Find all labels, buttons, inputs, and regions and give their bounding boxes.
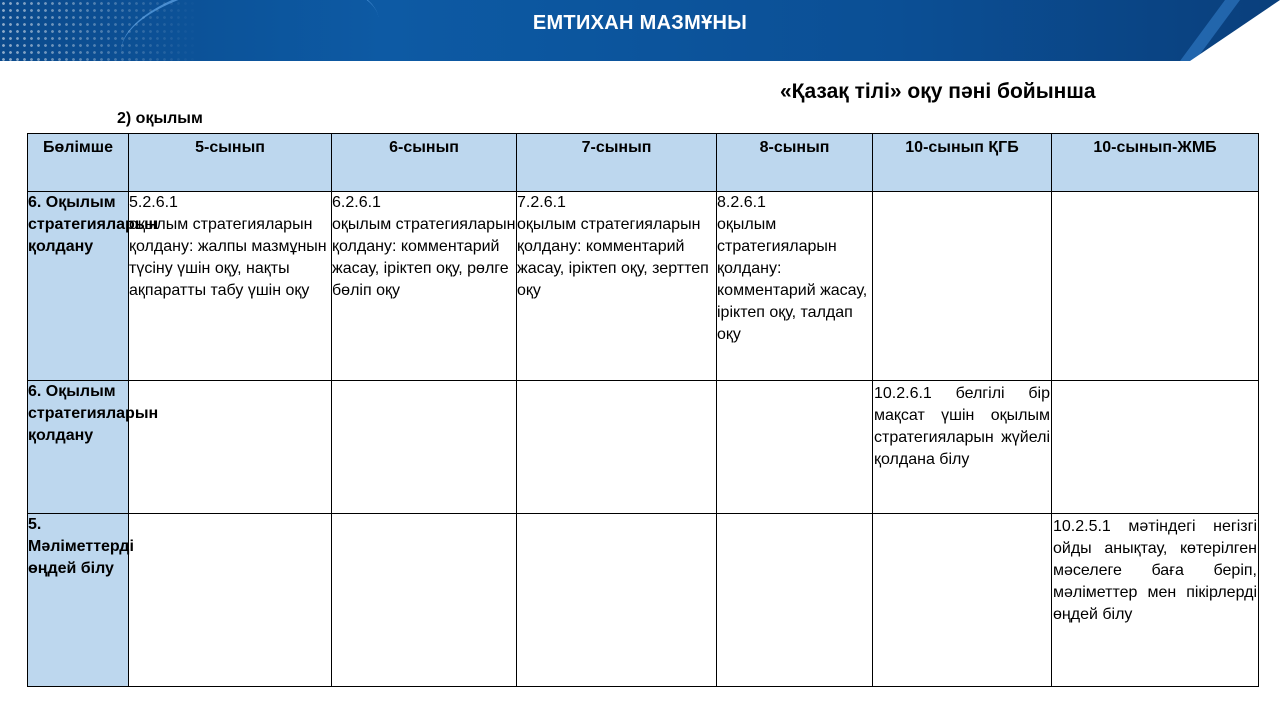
- table-cell: 10.2.6.1 белгілі бір мақсат үшін оқылым стратегияларын жүйелі қолдана білу: [873, 381, 1052, 514]
- table-cell: [129, 381, 332, 514]
- table-cell: [332, 192, 517, 381]
- objective-code: 8.2.6.1: [717, 194, 766, 211]
- objective-text: оқылым стратегияларын қолдану: комментарий жасау, іріктеп оқу, талдап оқу: [717, 216, 868, 343]
- column-header-grade-5: 5-сынып: [129, 134, 332, 192]
- objective-code: 7.2.6.1: [517, 194, 566, 211]
- column-header-grade-10-kgb: 10-сынып ҚГБ: [873, 134, 1052, 192]
- table-cell: 10.2.5.1 мәтіндегі негізгі ойды анықтау, көтерілген мәселеге баға беріп, мәліметтер мен пікірлерді өңдей білу: [1052, 514, 1259, 687]
- table-cell: [517, 514, 717, 687]
- exam-content-table: [27, 133, 1259, 687]
- page-title: ЕМТИХАН МАЗМҰНЫ: [532, 12, 748, 34]
- subject-title: «Қазақ тілі» оқу пәні бойынша: [780, 80, 1096, 103]
- table-cell: [332, 381, 517, 514]
- table-row: [28, 514, 1259, 687]
- subsection-title: 2) оқылым: [117, 110, 203, 127]
- table-cell: [332, 514, 517, 687]
- objective-text: оқылым стратегияларын қолдану: комментарий жасау, іріктеп оқу, зерттеп оқу: [517, 216, 709, 299]
- table-header-row: [28, 134, 1259, 192]
- table-cell: [517, 381, 717, 514]
- table-cell: [1052, 192, 1259, 381]
- table-cell: [717, 514, 873, 687]
- column-header-grade-7: 7-сынып: [517, 134, 717, 192]
- column-header-grade-8: 8-сынып: [717, 134, 873, 192]
- column-header-section: Бөлімше: [28, 134, 129, 192]
- section-cell: 6. Оқылым стратегияларын қолдану: [28, 192, 129, 381]
- objective-code: 6.2.6.1: [332, 194, 381, 211]
- table-cell: [873, 192, 1052, 381]
- table-row: [28, 381, 1259, 514]
- table-cell: [717, 381, 873, 514]
- table-cell: [517, 192, 717, 381]
- table-cell: [1052, 381, 1259, 514]
- table-cell: [129, 192, 332, 381]
- table-cell: [873, 514, 1052, 687]
- section-cell: 6. Оқылым стратегияларын қолдану: [28, 381, 129, 514]
- objective-text: оқылым стратегияларын қолдану: жалпы мазмұнын түсіну үшін оқу, нақты ақпаратты табу үшін оқу: [129, 216, 327, 299]
- column-header-grade-10-zhmb: 10-сынып-ЖМБ: [1052, 134, 1259, 192]
- table-cell: [717, 192, 873, 381]
- header-banner: [0, 0, 1280, 61]
- table-row: [28, 192, 1259, 381]
- objective-text: оқылым стратегияларын қолдану: комментарий жасау, іріктеп оқу, рөлге бөліп оқу: [332, 216, 516, 299]
- column-header-grade-6: 6-сынып: [332, 134, 517, 192]
- table-cell: [129, 514, 332, 687]
- objective-code: 5.2.6.1: [129, 194, 178, 211]
- section-cell: 5. Мәліметтерді өңдей білу: [28, 514, 129, 687]
